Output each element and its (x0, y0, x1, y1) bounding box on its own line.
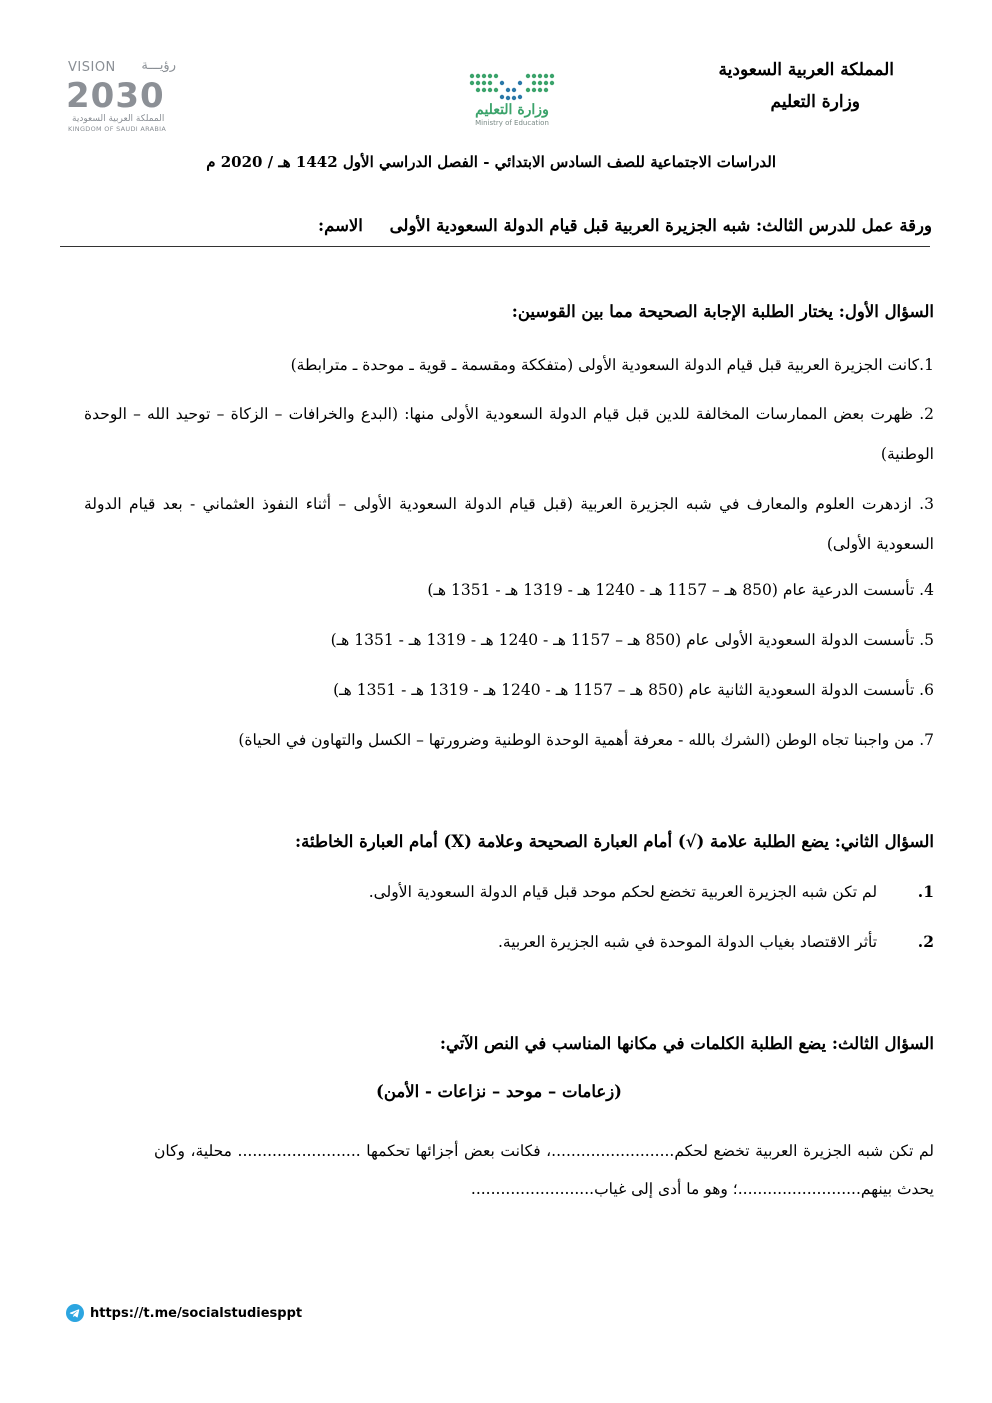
question-3-title: السؤال الثالث: يضع الطلبة الكلمات في مكانها المناسب في النص الآتي: (439, 1034, 934, 1053)
telegram-icon (66, 1304, 84, 1322)
moe-logo-english-text: Ministry of Education (475, 119, 549, 127)
vision-2030-logo (66, 58, 178, 138)
question-1-item: 3. ازدهرت العلوم والمعارف في شبه الجزيرة العربية (قبل قيام الدولة السعودية الأولى – أثناء النفوذ العثماني - بعد قيام الدولة السعودية الأولى) (84, 495, 934, 553)
vision-logo-arabic-title: رؤيـــة (141, 58, 176, 73)
true-false-statement (498, 932, 934, 951)
statement-text: لم تكن شبه الجزيرة العربية تخضع لحكم موحد قبل قيام الدولة السعودية الأولى. (368, 883, 878, 901)
moe-dots-icon (464, 70, 560, 104)
statement-number: 2. (917, 932, 934, 951)
question-1-item: 1.كانت الجزيرة العربية قبل قيام الدولة السعودية الأولى (متفككة ومقسمة ـ قوية ـ موحدة ـ مترابطة) (290, 356, 934, 374)
question-1-title: السؤال الأول: يختار الطلبة الإجابة الصحيحة مما بين القوسين: (511, 302, 934, 321)
ministry-title: وزارة التعليم (770, 92, 860, 112)
question-2-title: السؤال الثاني: يضع الطلبة علامة (√) أمام العبارة الصحيحة وعلامة (X) أمام العبارة الخاطئة: (295, 832, 934, 851)
ministry-of-education-logo (462, 70, 562, 140)
kingdom-title: المملكة العربية السعودية (718, 60, 894, 80)
question-1-item: 6. تأسست الدولة السعودية الثانية عام (850 هـ – 1157 هـ - 1240 هـ - 1319 هـ - 1351 هـ) (333, 681, 934, 699)
telegram-footer-link[interactable] (66, 1303, 302, 1323)
word-bank: (زعامات – موحد – نزاعات - الأمن) (376, 1082, 622, 1101)
true-false-statement (369, 882, 934, 901)
name-field-label: الاسم: (318, 216, 363, 235)
question-1-item: 2. ظهرت بعض الممارسات المخالفة للدين قبل قيام الدولة السعودية الأولى منها: (البدع والخرافات – الزكاة – توحيد الله – الوحدة الوطنية) (84, 405, 934, 463)
question-1-item: 7. من واجبنا تجاه الوطن (الشرك بالله - معرفة أهمية الوحدة الوطنية وضرورتها – الكسل والتهاون في الحياة) (238, 731, 934, 749)
question-1-item: 5. تأسست الدولة السعودية الأولى عام (850 هـ – 1157 هـ - 1240 هـ - 1319 هـ - 1351 هـ) (330, 631, 934, 649)
moe-logo-arabic-text: وزارة التعليم (475, 102, 549, 118)
vision-logo-arabic-subtitle: المملكة العربية السعودية (72, 114, 165, 124)
statement-number: 1. (917, 882, 934, 901)
course-title: الدراسات الاجتماعية للصف السادس الابتدائي - الفصل الدراسي الأول 1442 هـ / 2020 م (206, 153, 776, 171)
header-divider (60, 246, 930, 247)
footer-link-text[interactable]: https://t.me/socialstudiesppt (90, 1305, 303, 1321)
question-1-item: 4. تأسست الدرعية عام (850 هـ – 1157 هـ - 1240 هـ - 1319 هـ - 1351 هـ) (427, 581, 934, 599)
vision-logo-english-subtitle: KINGDOM OF SAUDI ARABIA (68, 125, 167, 133)
statement-text: تأثر الاقتصاد بغياب الدولة الموحدة في شبه الجزيرة العربية. (497, 933, 878, 951)
fill-in-passage: لم تكن شبه الجزيرة العربية تخضع لحكم.........................، فكانت بعض أجزائها تحكمها ......................... محلية، وكان يحدث بينهم.........................؛ وهو ما أدى إلى غياب......................... (154, 1142, 934, 1198)
worksheet-title: ورقة عمل للدرس الثالث: شبه الجزيرة العربية قبل قيام الدولة السعودية الأولى (389, 216, 932, 235)
vision-logo-title: VISION (68, 60, 116, 75)
vision-logo-year: 2030 (66, 76, 165, 116)
